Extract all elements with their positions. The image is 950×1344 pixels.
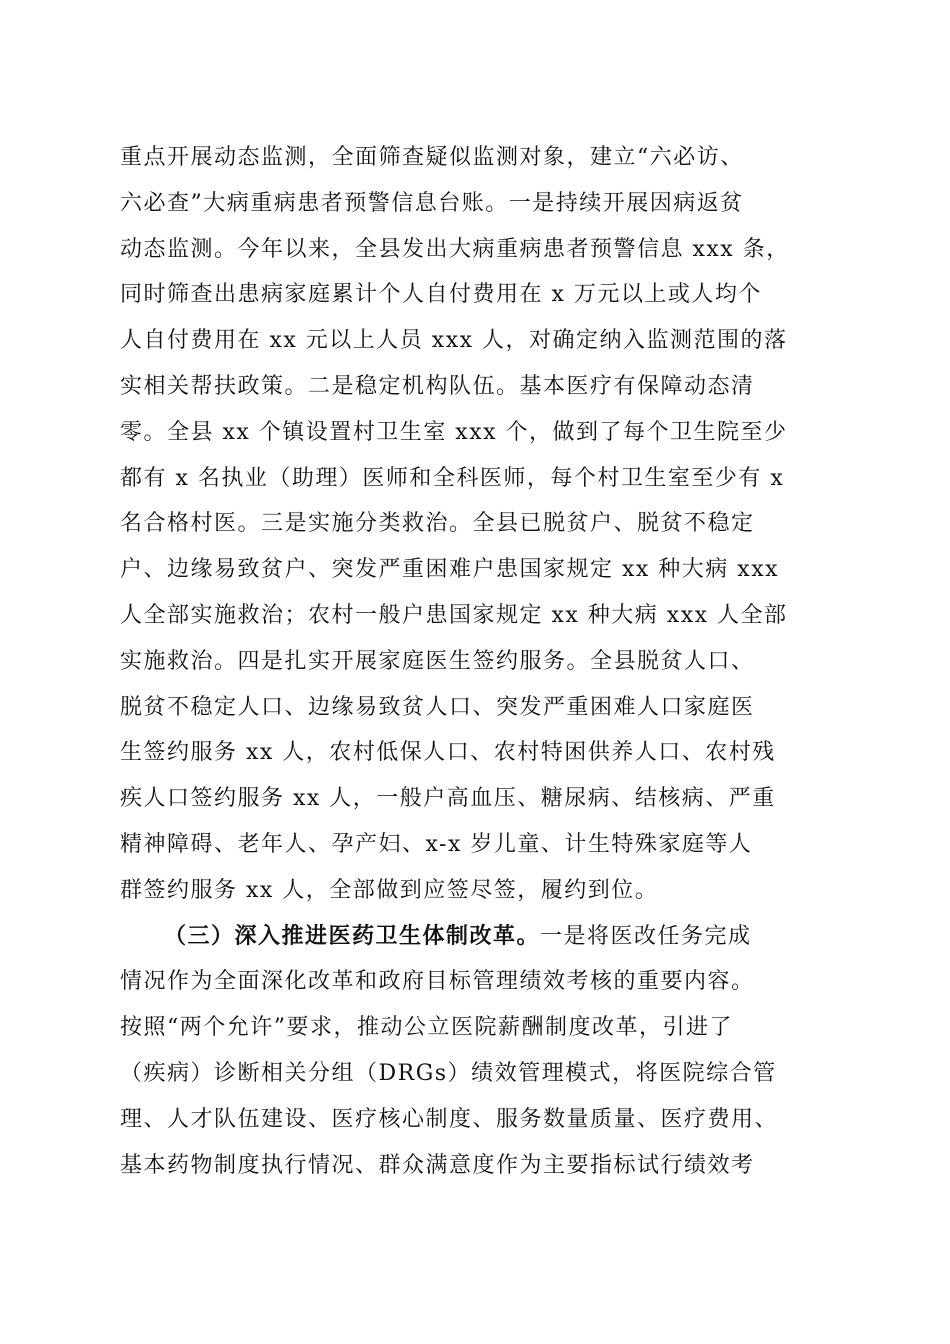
- text-line: 名合格村医。三是实施分类救治。全县已脱贫户、脱贫不稳定: [120, 511, 755, 537]
- text-line: 同时筛查出患病家庭累计个人自付费用在 x 万元以上或人均个: [120, 282, 762, 308]
- document-body: [120, 135, 832, 1188]
- text-line: 按照“两个允许”要求，推动公立医院薪酬制度改革，引进了: [120, 1015, 733, 1041]
- text-line: 户、边缘易致贫户、突发严重困难户患国家规定 xx 种大病 xxx: [120, 557, 780, 583]
- text-line: 六必查”大病重病患者预警信息台账。一是持续开展因病返贫: [120, 190, 744, 216]
- text-line: 情况作为全面深化改革和政府目标管理绩效考核的重要内容。: [120, 969, 755, 995]
- text-line: 重点开展动态监测，全面筛查疑似监测对象，建立“六必访、: [120, 145, 744, 170]
- section-3-first-line: [120, 914, 832, 960]
- text-line: 疾人口签约服务 xx 人，一般户高血压、糖尿病、结核病、严重: [120, 786, 776, 812]
- text-line: 实施救治。四是扎实开展家庭医生签约服务。全县脱贫人口、: [120, 648, 755, 674]
- section-3-heading: （三）深入推进医药卫生体制改革。: [164, 922, 541, 949]
- text-line: 理、人才队伍建设、医疗核心制度、服务数量质量、医疗费用、: [120, 1106, 779, 1132]
- text-line: 脱贫不稳定人口、边缘易致贫人口、突发严重困难人口家庭医: [120, 694, 755, 720]
- text-line: 生签约服务 xx 人，农村低保人口、农村特困供养人口、农村残: [120, 740, 776, 766]
- section-3-first-line-text: 一是将医改任务完成: [540, 923, 752, 949]
- text-line: 人自付费用在 xx 元以上人员 xxx 人，对确定纳入监测范围的落: [120, 328, 788, 354]
- text-line: 人全部实施救治；农村一般户患国家规定 xx 种大病 xxx 人全部: [120, 602, 788, 628]
- text-line: 基本药物制度执行情况、群众满意度作为主要指标试行绩效考: [120, 1152, 755, 1178]
- text-line: 零。全县 xx 个镇设置村卫生室 xxx 个，做到了每个卫生院至少: [120, 419, 788, 445]
- text-line: （疾病）诊断相关分组（DRGs）绩效管理模式，将医院综合管: [120, 1060, 777, 1086]
- text-line: 动态监测。今年以来，全县发出大病重病患者预警信息 xxx 条，: [120, 236, 790, 262]
- text-line: 实相关帮扶政策。二是稳定机构队伍。基本医疗有保障动态清: [120, 373, 755, 399]
- text-line: 群签约服务 xx 人，全部做到应签尽签，履约到位。: [120, 877, 659, 903]
- text-line: 精神障碍、老年人、孕产妇、x-x 岁儿童、计生特殊家庭等人: [120, 831, 753, 857]
- text-line: 都有 x 名执业（助理）医师和全科医师，每个村卫生室至少有 x: [120, 465, 785, 491]
